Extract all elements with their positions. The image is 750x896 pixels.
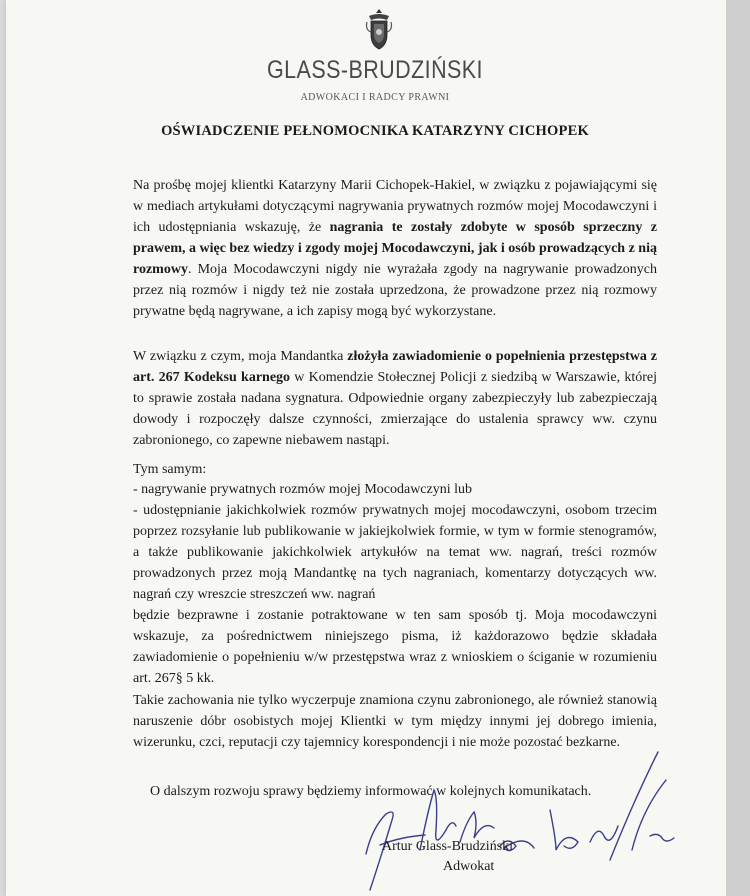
signatory-name: Artur Glass-Brudziński <box>382 839 514 854</box>
closing-line: O dalszym rozwoju sprawy będziemy informować w kolejnych komunikatach. <box>150 784 592 799</box>
document-title: OŚWIADCZENIE PEŁNOMOCNIKA KATARZYNY CICHOPEK <box>161 123 589 139</box>
firm-name: GLASS-BRUDZIŃSKI <box>267 56 483 84</box>
handwritten-signature <box>350 750 690 896</box>
crest-icon <box>365 8 393 52</box>
list-intro: Tym samym: <box>133 462 207 477</box>
paragraph-3: będzie bezprawne i zostanie potraktowane w ten sam sposób tj. Moja mocodawczyni wskazuje, za pośrednictwem niniejszego pisma, iż każdorazowo będzie składała zawiadomienie o popełnieniu w/w przestępstwa wraz z wnioskiem o ściganie w rozumieniu art. 267§ 5 kk. <box>133 608 657 686</box>
paragraph-4: Takie zachowania nie tylko wyczerpuje znamiona czynu zabronionego, ale również stanowią naruszenie dóbr osobistych mojej Klientki w tym między innymi jej dobrego imienia, wizerunku, czci, reputacji czy tajemnicy korespondencji i nie może pozostać bezkarne. <box>133 693 657 750</box>
list-item: - nagrywanie prywatnych rozmów mojej Mocodawczyni lub <box>133 482 473 497</box>
paragraph-1-text: Na prośbę mojej klientki Katarzyny Marii Cichopek-Hakiel, w związku z pojawiającymi się w mediach artykułami dotyczącymi nagrywania prywatnych rozmów mojej Mocodawczyni i ich udostępniania wskazuję, że <box>133 178 657 235</box>
paragraph-2-text-end: w Komendzie Stołecznej Policji z siedzibą w Warszawie, której to sprawie została nadana sygnatura. Odpowiednie organy zabezpieczyły lub zabezpieczają dowody i rozpoczęły dalsze czynności, zmierzające do ustalenia sprawcy ww. czynu zabronionego, co zapewne niebawem nastąpi. <box>133 370 657 448</box>
paragraph-1-text-end: . Moja Mocodawczyni nigdy nie wyrażała zgody na nagrywanie prowadzonych przez nią rozmów i nigdy też nie została uprzedzona, że prowadzone przez nią rozmowy prywatne będą nagrywane, a ich zapisy mogą być wykorzystane. <box>133 262 657 319</box>
paragraph-1-bold: nagrania te zostały zdobyte w sposób sprzeczny z prawem, a więc bez wiedzy i zgody mojej Mocodawczyni, jak i osób prowadzących z nią rozmowy <box>133 220 657 277</box>
paragraph-1 <box>133 175 657 322</box>
signatory-role: Adwokat <box>443 859 495 874</box>
firm-subtitle: ADWOKACI I RADCY PRAWNI <box>300 92 450 103</box>
list-item: - udostępnianie jakichkolwiek rozmów prywatnych mojej mocodawczyni, osobom trzecim poprzez rozsyłanie lub publikowanie w jakiejkolwiek formie, w tym w formie stenogramów, a także publikowanie jakichkolwiek artykułów na temat ww. nagrań, treści rozmów prowadzonych przez moją Mandantkę na tych nagraniach, komentarzy dotyczących ww. nagrań czy wreszcie streszczeń ww. nagrań <box>133 503 657 602</box>
paragraph-2-text: W związku z czym, moja Mandantka <box>133 349 348 364</box>
paragraph-2-bold: złożyła zawiadomienie o popełnienia przestępstwa z art. 267 Kodeksu karnego <box>133 349 657 385</box>
paragraph-2 <box>133 346 657 451</box>
